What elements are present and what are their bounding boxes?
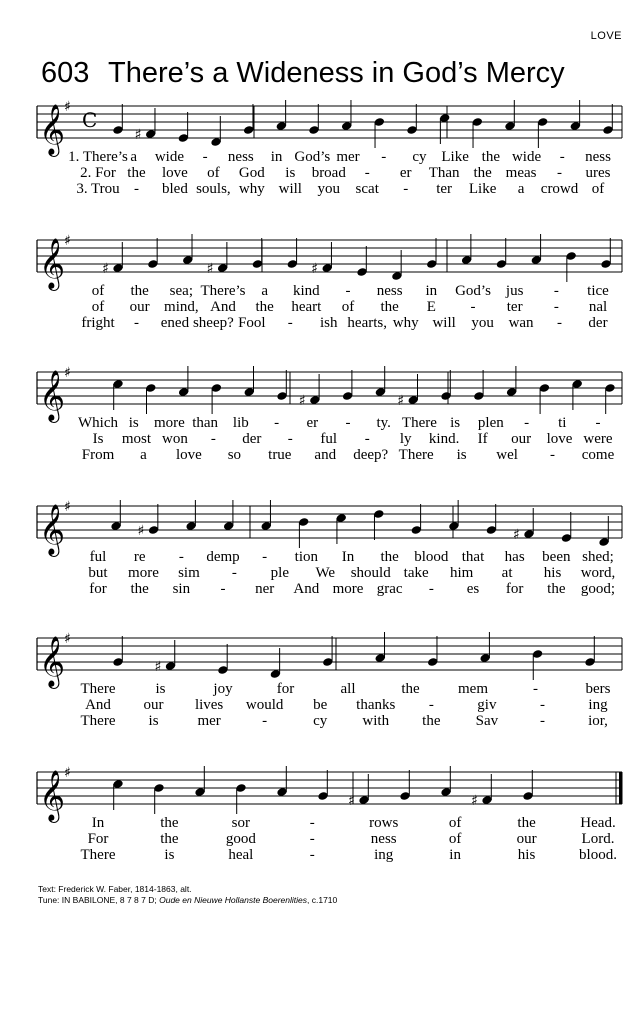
lyric-syllable: for [276,681,295,697]
lyric-syllable: We [315,565,336,581]
lyric-syllable: lib [232,415,249,431]
lyric-syllable: the [401,681,420,697]
lyric-hyphen: - [309,847,315,863]
staff-svg [0,762,640,822]
lyric-line [0,831,640,847]
lyric-syllable: of [448,831,462,847]
lyric-syllable: will [278,181,302,197]
lyric-syllable: joy [213,681,233,697]
music-system [0,96,640,216]
lyric-syllable: with [362,713,390,729]
lyric-syllable: our [143,697,164,713]
lyric-syllable: ti [558,415,567,431]
lyric-hyphen: - [364,431,370,447]
lyric-syllable: 3. Trou [76,181,120,197]
lyric-syllable: Fool [238,315,266,331]
lyric-syllable: souls, [196,181,231,197]
lyric-syllable: meas [505,165,537,181]
lyric-hyphen: - [231,565,237,581]
lyric-hyphen: - [287,315,293,331]
lyric-syllable: There’s [200,283,246,299]
lyric-syllable: for [89,581,107,597]
lyric-syllable: of [207,165,220,181]
lyric-line [0,431,640,447]
section-label: LOVE [590,30,622,42]
lyric-syllable: sor [231,815,251,831]
lyric-syllable: wide [511,149,542,165]
lyric-syllable: but [88,565,108,581]
lyric-syllable: is [450,415,461,431]
lyric-syllable: of [591,181,605,197]
lyric-syllable: ness [585,149,611,165]
lyric-line [0,565,640,581]
lyric-syllable: ter [506,299,523,315]
lyric-hyphen: - [178,549,184,565]
lyric-line [0,697,640,713]
lyric-syllable: There [80,713,116,729]
music-system [0,362,640,482]
lyric-hyphen: - [428,697,434,713]
lyric-syllable: is [128,415,139,431]
lyric-syllable: the [547,581,566,597]
lyric-syllable: ness [370,831,397,847]
lyric-syllable: our [516,831,537,847]
lyric-syllable: er [306,415,319,431]
lyric-syllable: that [461,549,485,565]
music-system [0,230,640,350]
lyric-syllable: you [471,315,494,331]
lyric-syllable: a [517,181,525,197]
key-signature-sharp: ♯ [64,365,71,381]
lyric-syllable: ple [270,565,289,581]
lyric-syllable: es [466,581,480,597]
lyric-syllable: kind [292,283,320,299]
lyric-hyphen: - [210,431,216,447]
lyric-syllable: more [128,565,159,581]
lyric-syllable: blood. [579,847,617,863]
lyric-syllable: heal [228,847,254,863]
lyric-hyphen: - [428,581,434,597]
lyric-hyphen: - [262,713,268,729]
accidental-sharp: ♯ [471,793,478,809]
lyric-syllable: If [477,431,488,447]
lyric-syllable: ful [320,431,338,447]
lyric-hyphen: - [533,681,538,697]
lyric-hyphen: - [274,415,280,431]
lyric-hyphen: - [539,697,545,713]
lyric-hyphen: - [309,815,315,831]
lyric-syllable: deep? [353,447,389,463]
lyric-syllable: In [91,815,105,831]
accidental-sharp: ♯ [348,793,355,809]
lyric-syllable: broad [311,165,346,181]
lyric-syllable: 2. For [80,165,116,181]
lyric-syllable: rows [369,815,399,831]
lyric-syllable: bers [585,681,611,697]
lyric-syllable: the [380,549,399,565]
lyric-syllable: There [401,415,437,431]
key-signature-sharp: ♯ [64,499,71,515]
lyric-hyphen: - [345,283,351,299]
lyric-syllable: ly [399,431,412,447]
lyric-syllable: crowd [540,181,579,197]
lyric-syllable: There [80,681,116,697]
lyric-syllable: kind. [428,431,460,447]
lyric-syllable: wide [154,149,185,165]
lyric-syllable: our [511,431,532,447]
key-signature-sharp: ♯ [64,765,71,781]
lyric-syllable: the [380,299,399,315]
lyric-syllable: is [148,713,159,729]
lyric-syllable: ness [227,149,254,165]
lyric-syllable: mer [197,713,221,729]
lyric-syllable: word, [580,565,616,581]
lyric-hyphen: - [470,299,476,315]
lyric-hyphen: - [133,181,139,197]
key-signature-sharp: ♯ [64,99,71,115]
final-barline-thick [619,772,623,804]
lyric-syllable: the [517,815,536,831]
lyric-line [0,847,640,863]
lyric-syllable: good [225,831,256,847]
lyric-syllable: won [162,431,188,447]
lyric-hyphen: - [345,415,351,431]
treble-clef-icon: 𝄞 [39,770,66,821]
accidental-sharp: ♯ [298,393,306,409]
lyric-syllable: giv [477,697,497,713]
lyric-syllable: in [270,149,283,165]
lyric-line [0,149,640,165]
lyric-syllable: In [341,549,355,565]
lyric-syllable: most [121,431,152,447]
lyric-syllable: of [91,299,105,315]
lyric-syllable: the [481,149,501,165]
lyric-syllable: There [80,847,116,863]
lyric-syllable: of [91,283,105,299]
lyric-syllable: has [504,549,525,565]
lyric-hyphen: - [557,315,563,331]
lyric-hyphen: - [364,165,370,181]
credits [38,884,337,906]
lyric-syllable: ing [588,697,608,713]
lyric-syllable: God’s [455,283,491,299]
lyric-syllable: re [133,549,146,565]
lyric-syllable: ing [374,847,394,863]
lyric-syllable: more [154,415,185,431]
lyric-syllable: From [81,447,115,463]
lyric-syllable: is [285,165,296,181]
time-signature: C [82,108,98,132]
accidental-sharp: ♯ [154,659,162,675]
lyric-syllable: ened [160,315,190,331]
lyric-syllable: wel [496,447,518,463]
lyric-syllable: sin [172,581,191,597]
lyric-syllable: in [449,847,461,863]
lyric-hyphen: - [287,431,293,447]
lyric-syllable: in [425,283,438,299]
lyric-line [0,415,640,431]
lyric-line [0,165,640,181]
lyric-syllable: God’s [294,149,331,165]
lyric-syllable: and [314,447,337,463]
lyric-line [0,283,640,299]
lyric-hyphen: - [553,283,559,299]
lyric-syllable: been [542,549,571,565]
lyric-syllable: is [456,447,467,463]
lyric-syllable: sim [178,565,200,581]
lyric-syllable: Lord. [581,831,615,847]
accidental-sharp: ♯ [512,527,520,543]
lyric-syllable: mem [458,681,488,697]
music-system [0,762,640,882]
lyric-syllable: ish [320,315,338,331]
music-system [0,628,640,748]
lyric-syllable: true [268,447,292,463]
lyric-syllable: ures [585,165,611,181]
lyric-syllable: fright [81,315,115,331]
hymn-title: There’s a Wideness in God’s Mercy [108,57,565,89]
lyric-syllable: mind, [164,299,199,315]
lyric-syllable: of [341,299,355,315]
lyric-syllable: ior, [588,713,608,729]
lyric-syllable: his [543,565,562,581]
lyric-syllable: would [245,697,284,713]
lyric-syllable: jus [505,283,524,299]
treble-clef-icon: 𝄞 [39,636,66,687]
lyric-syllable: of [448,815,462,831]
lyric-syllable: heart [291,299,322,315]
lyric-line [0,181,640,197]
lyric-syllable: the [160,831,179,847]
lyric-syllable: Than [428,165,460,181]
lyric-syllable: him [449,565,474,581]
lyric-syllable: were [583,431,613,447]
lyric-syllable: the [422,713,441,729]
accidental-sharp: ♯ [134,127,142,143]
accidental-sharp: ♯ [102,261,109,277]
lyric-syllable: is [155,681,166,697]
accidental-sharp: ♯ [397,393,404,409]
lyric-syllable: sheep? [192,315,234,331]
lyric-syllable: Like [441,149,469,165]
lyric-syllable: good; [580,581,616,597]
lyric-syllable: be [313,697,328,713]
lyric-syllable: his [517,847,536,863]
treble-clef-icon: 𝄞 [39,370,66,421]
lyric-syllable: take [403,565,429,581]
lyric-syllable: hearts, [347,315,388,331]
lyric-syllable: Like [468,181,497,197]
lyric-hyphen: - [220,581,226,597]
lyric-hyphen: - [595,415,601,431]
accidental-sharp: ♯ [137,523,145,539]
tune-credit: Tune: IN BABILONE, 8 7 8 7 D; Oude en Nieuwe Hollanste Boerenlities, c.1710 [38,895,338,905]
lyric-syllable: er [399,165,412,181]
treble-clef-icon: 𝄞 [39,104,66,155]
lyric-syllable: ful [89,549,107,565]
lyric-syllable: plen [477,415,504,431]
lyric-hyphen: - [539,713,545,729]
lyric-hyphen: - [550,447,556,463]
lyric-syllable: love [162,165,188,181]
lyric-line [0,299,640,315]
lyric-line [0,549,640,565]
lyric-syllable: why [392,315,419,331]
lyric-syllable: There [398,447,434,463]
lyric-hyphen: - [381,149,387,165]
staff-svg [0,96,640,156]
lyric-hyphen: - [557,165,563,181]
lyric-syllable: And [210,299,236,315]
lyric-syllable: a [140,447,147,463]
accidental-sharp: ♯ [206,261,214,277]
lyric-hyphen: - [202,149,208,165]
lyric-syllable: grac [376,581,403,597]
lyric-hyphen: - [262,549,268,565]
lyric-syllable: For [87,831,109,847]
lyric-syllable: ty. [376,415,391,431]
lyric-syllable: love [175,447,202,463]
lyric-syllable: more [332,581,364,597]
lyric-syllable: ner [255,581,275,597]
lyric-syllable: come [581,447,615,463]
lyric-syllable: Which [78,415,118,431]
lyric-syllable: at [501,565,513,581]
treble-clef-icon: 𝄞 [39,238,66,289]
text-credit: Text: Frederick W. Faber, 1814-1863, alt. [38,884,192,894]
lyric-syllable: you [317,181,341,197]
lyric-syllable: Sav [475,713,499,729]
lyric-hyphen: - [309,831,315,847]
lyric-hyphen: - [133,315,139,331]
lyric-line [0,447,640,463]
lyric-syllable: God [238,165,265,181]
lyric-syllable: is [164,847,175,863]
lyric-syllable: our [129,299,150,315]
lyric-syllable: the [473,165,492,181]
lyric-syllable: cy [412,149,427,165]
key-signature-sharp: ♯ [64,233,71,249]
lyric-syllable: love [546,431,573,447]
lyric-syllable: the [127,165,146,181]
lyric-syllable: the [255,299,274,315]
staff-svg [0,362,640,422]
lyric-syllable: for [505,581,524,597]
staff-svg [0,628,640,688]
lyric-syllable: the [160,815,179,831]
lyric-syllable: sea; [169,283,193,299]
lyric-syllable: thanks [356,697,396,713]
staff-svg [0,230,640,290]
lyric-syllable: shed; [582,549,614,565]
lyric-syllable: the [130,581,149,597]
staff-svg [0,496,640,556]
lyric-syllable: nal [588,299,608,315]
lyric-syllable: demp [206,549,240,565]
lyric-hyphen: - [553,299,559,315]
lyric-syllable: wan [508,315,534,331]
lyric-hyphen: - [403,181,409,197]
lyric-hyphen: - [524,415,530,431]
lyric-syllable: scat [355,181,379,197]
hymn-number: 603 [41,57,90,89]
lyric-syllable: a [130,149,138,165]
lyric-syllable: ness [376,283,403,299]
lyric-syllable: Head. [580,815,616,831]
key-signature-sharp: ♯ [64,631,71,647]
lyric-syllable: bled [162,181,188,197]
lyric-syllable: cy [313,713,328,729]
music-system [0,496,640,616]
lyric-syllable: should [350,565,391,581]
lyric-syllable: lives [194,697,224,713]
lyric-syllable: why [238,181,265,197]
accidental-sharp: ♯ [311,261,318,277]
lyric-syllable: all [340,681,356,697]
lyric-syllable: so [227,447,242,463]
lyric-hyphen: - [559,149,565,165]
lyric-syllable: ter [436,181,453,197]
lyric-syllable: der [588,315,608,331]
lyric-syllable: the [130,283,149,299]
lyric-line [0,681,640,697]
lyric-line [0,581,640,597]
lyric-syllable: will [432,315,456,331]
lyric-syllable: 1. There’s [68,149,128,165]
lyric-syllable: a [261,283,268,299]
treble-clef-icon: 𝄞 [39,504,66,555]
lyric-line [0,815,640,831]
lyric-syllable: mer [336,149,360,165]
lyric-syllable: than [192,415,219,431]
lyric-syllable: der [242,431,262,447]
lyric-syllable: Is [92,431,104,447]
lyric-line [0,713,640,729]
lyric-line [0,315,640,331]
lyric-syllable: blood [414,549,449,565]
lyric-syllable: And [85,697,111,713]
lyric-syllable: tice [587,283,609,299]
lyric-syllable: And [293,581,320,597]
lyric-syllable: tion [294,549,318,565]
lyric-syllable: E [426,299,436,315]
